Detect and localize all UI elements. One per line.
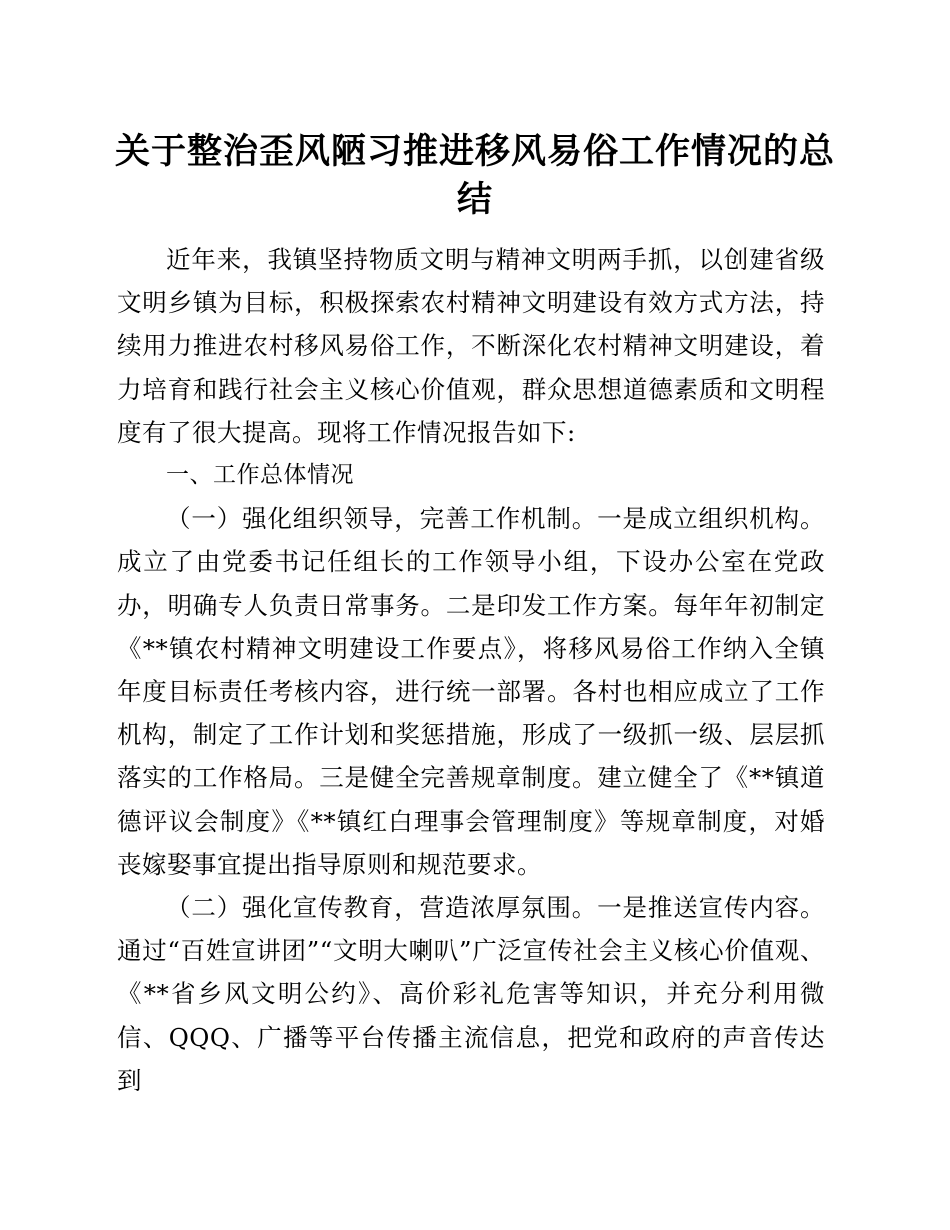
section-paragraph-2: （二）强化宣传教育，营造浓厚氛围。一是推送宣传内容。通过“百姓宣讲团”“文明大喇叭”广泛宣传社会主义核心价值观、《**省乡风文明公约》、高价彩礼危害等知识，并充分利用微信、QQQ、广播等平台传播主流信息，把党和政府的声音传达到	[117, 893, 825, 1095]
section-heading: 一、工作总体情况	[166, 462, 354, 489]
document-body	[117, 238, 825, 1102]
document-title: 关于整治歪风陋习推进移风易俗工作情况的总结	[114, 132, 835, 220]
section-paragraph-1: （一）强化组织领导，完善工作机制。一是成立组织机构。成立了由党委书记任组长的工作领导小组，下设办公室在党政办，明确专人负责日常事务。二是印发工作方案。每年年初制定《**镇农村精神文明建设工作要点》，将移风易俗工作纳入全镇年度目标责任考核内容，进行统一部署。各村也相应成立了工作机构，制定了工作计划和奖惩措施，形成了一级抓一级、层层抓落实的工作格局。三是健全完善规章制度。建立健全了《**镇道德评议会制度》《**镇红白理事会管理制度》等规章制度，对婚丧嫁娶事宜提出指导原则和规范要求。	[117, 504, 825, 879]
intro-paragraph: 近年来，我镇坚持物质文明与精神文明两手抓，以创建省级文明乡镇为目标，积极探索农村精神文明建设有效方式方法，持续用力推进农村移风易俗工作，不断深化农村精神文明建设，着力培育和践行社会主义核心价值观，群众思想道德素质和文明程度有了很大提高。现将工作情况报告如下:	[117, 245, 825, 447]
